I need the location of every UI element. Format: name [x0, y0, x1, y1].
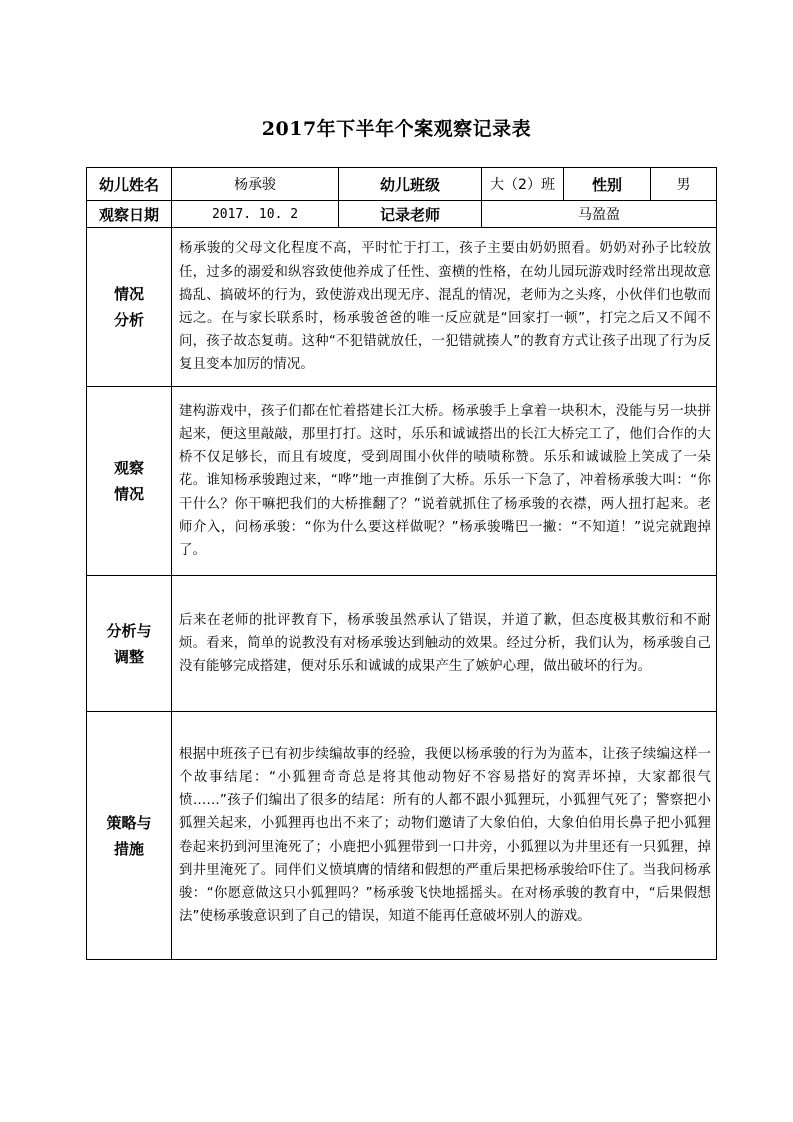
class-label: 幼儿班级 [339, 168, 482, 201]
section-label-line: 情况 [113, 285, 144, 303]
section-label [87, 712, 172, 960]
section-text: 根据中班孩子已有初步续编故事的经验，我便以杨承骏的行为为蓝本，让孩子续编这样一个故事结尾：“小狐狸奇奇总是将其他动物好不容易搭好的窝弄坏掉，大家都很气愤……”孩子们编出了很多的结尾：所有的人都不跟小狐狸玩，小狐狸气死了；警察把小狐狸关起来，小狐狸再也出不来了；动物们邀请了大象伯伯，大象伯伯用长鼻子把小狐狸卷起来扔到河里淹死了；小鹿把小狐狸带到一口井旁，小狐狸以为井里还有一只狐狸，掉到井里淹死了。同伴们义愤填膺的情绪和假想的严重后果把杨承骏给吓住了。当我问杨承骏：“你愿意做这只小狐狸吗？”杨承骏飞快地摇摇头。在对杨承骏的教育中，“后果假想法”使杨承骏意识到了自己的错误，知道不能再任意破坏别人的游戏。 [179, 746, 711, 925]
section-content [172, 228, 717, 387]
section-label [87, 228, 172, 387]
section-text: 建构游戏中，孩子们都在忙着搭建长江大桥。杨承骏手上拿着一块积木，没能与另一块拼起来，便这里敲敲，那里打打。这时，乐乐和诚诚搭出的长江大桥完工了，他们合作的大桥不仅足够长，而且有坡度，受到周围小伙伴的啧啧称赞。乐乐和诚诚脸上笑成了一朵花。谁知杨承骏跑过来，“哗”地一声推倒了大桥。乐乐一下急了，冲着杨承骏大叫：“你干什么？你干嘛把我们的大桥推翻了？”说着就抓住了杨承骏的衣襟，两人扭打起来。老师介入，问杨承骏：“你为什么要这样做呢？”杨承骏嘴巴一撇：“不知道！”说完就跑掉了。 [179, 403, 711, 558]
section-row [87, 712, 717, 960]
page-title: 2017年下半年个案观察记录表 [261, 118, 532, 140]
class-value: 大（2）班 [482, 168, 564, 201]
section-label-line: 策略与 [106, 813, 152, 832]
section-label [87, 387, 172, 576]
section-content [172, 712, 717, 960]
teacher-label: 记录老师 [339, 201, 482, 228]
section-label-line: 调整 [113, 647, 144, 666]
section-label [87, 576, 172, 712]
section-text: 后来在老师的批评教育下，杨承骏虽然承认了错误，并道了歉，但态度极其敷衍和不耐烦。看来，简单的说教没有对杨承骏达到触动的效果。经过分析，我们认为，杨承骏自己没有能够完成搭建，便对乐乐和诚诚的成果产生了嫉妒心理，做出破坏的行为。 [179, 612, 711, 675]
header-row-2 [87, 201, 717, 228]
section-row [87, 576, 717, 712]
section-label-line: 分析 [113, 311, 144, 329]
gender-value: 男 [651, 168, 717, 201]
teacher-value: 马盈盈 [482, 201, 717, 228]
section-label-line: 观察 [113, 459, 144, 477]
section-label-line: 分析与 [106, 621, 152, 640]
date-label: 观察日期 [87, 201, 172, 228]
section-label-line: 措施 [113, 839, 144, 858]
section-text: 杨承骏的父母文化程度不高，平时忙于打工，孩子主要由奶奶照看。奶奶对孙子比较放任，过多的溺爱和纵容致使他养成了任性、蛮横的性格，在幼儿园玩游戏时经常出现故意捣乱、搞破坏的行为，致使游戏出现无序、混乱的情况，老师为之头疼，小伙伴们也敬而远之。在与家长联系时，杨承骏爸爸的唯一反应就是“回家打一顿”，打完之后又不闻不问，孩子故态复萌。这种“不犯错就放任，一犯错就揍人”的教育方式让孩子出现了行为反复且变本加厉的情况。 [179, 241, 711, 373]
child-name-label: 幼儿姓名 [87, 168, 172, 201]
date-value: 2017. 10. 2 [172, 201, 339, 228]
section-label-line: 情况 [113, 485, 144, 503]
section-content [172, 387, 717, 576]
header-row-1 [87, 168, 717, 201]
section-row [87, 228, 717, 387]
section-row [87, 387, 717, 576]
child-name-value: 杨承骏 [172, 168, 339, 201]
gender-label: 性别 [564, 168, 651, 201]
observation-record-table [86, 167, 717, 960]
section-content [172, 576, 717, 712]
